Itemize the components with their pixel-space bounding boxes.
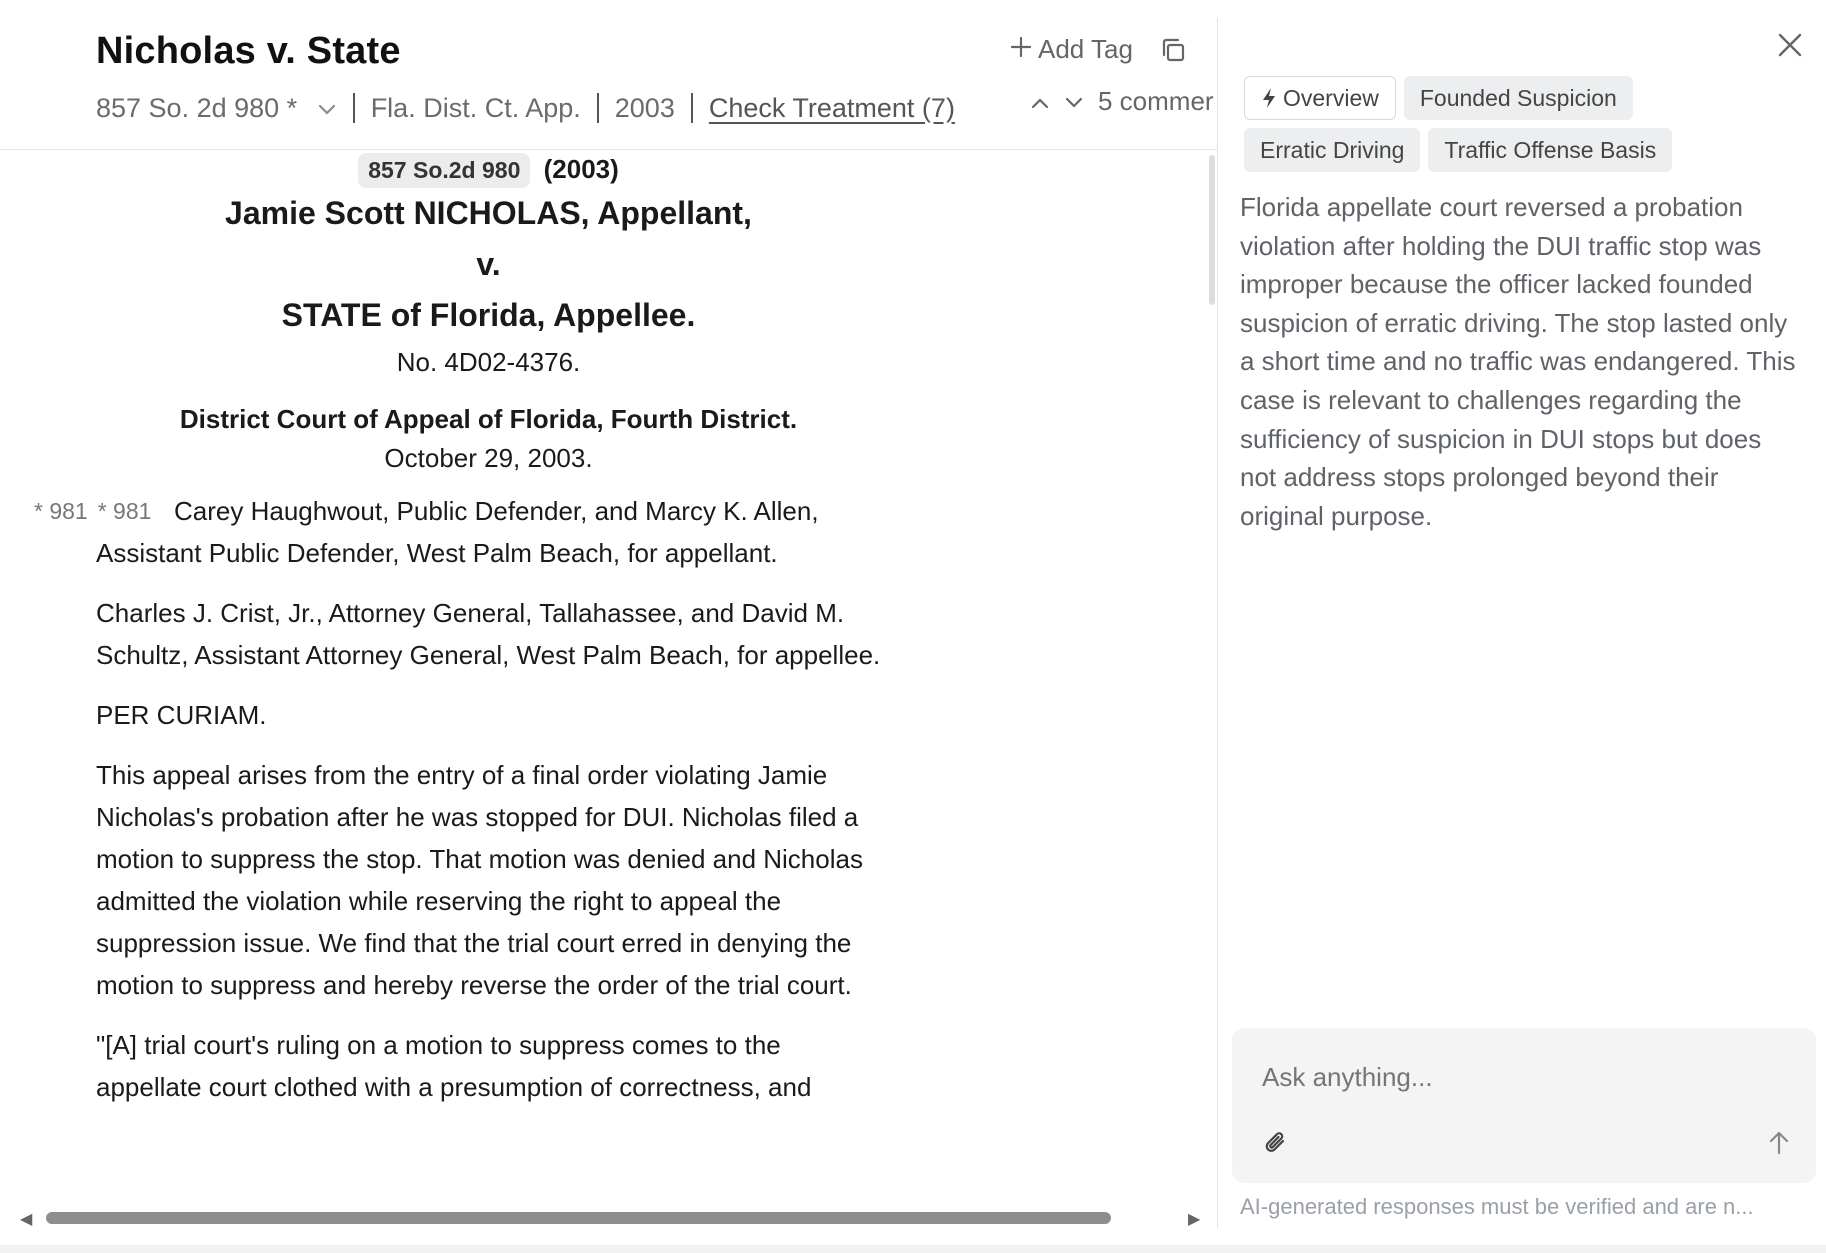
- close-button[interactable]: [1773, 30, 1807, 64]
- opinion-paragraph: This appeal arises from the entry of a final order violating Jamie Nicholas's probation after he was stopped for DUI. Nicholas filed a motion to suppress the stop. That motion was denied and Nicholas admitted the violation while reserving the right to appeal the suppression issue. We find that the trial court erred in denying the motion to suppress and hereby reverse the order of the trial court.: [96, 760, 863, 1000]
- docket-number: No. 4D02-4376.: [396, 347, 581, 377]
- citation-label: 857 So. 2d 980 *: [96, 92, 298, 123]
- comment-navigation: [1030, 86, 1217, 117]
- appellant-name: Jamie Scott NICHOLAS, Appellant,: [225, 195, 752, 231]
- close-icon: [1777, 32, 1803, 63]
- document-body: [0, 151, 1217, 1206]
- chevron-down-icon[interactable]: [1064, 86, 1084, 117]
- ask-input[interactable]: [1262, 1062, 1762, 1093]
- case-summary: Florida appellate court reversed a probation violation after holding the DUI traffic stop was improper because the officer lacked founded suspicion of erratic driving. The stop lasted only a short time and no traffic was endangered. This case is relevant to challenges regarding the sufficiency of suspicion in DUI stops but does not address stops prolonged beyond their original purpose.: [1240, 192, 1796, 531]
- chevron-up-icon[interactable]: [1030, 86, 1050, 117]
- appellee-name: STATE of Florida, Appellee.: [281, 297, 696, 333]
- counsel-appellant-rest: Assistant Public Defender, West Palm Beach, for appellant.: [96, 538, 778, 568]
- court-name: District Court of Appeal of Florida, Fourth District.: [179, 404, 798, 434]
- horizontal-scrollbar-thumb[interactable]: [46, 1212, 1111, 1224]
- counsel-appellant-first-line: Carey Haughwout, Public Defender, and Marcy K. Allen,: [174, 496, 819, 526]
- tab-label: Overview: [1283, 84, 1379, 111]
- attach-button[interactable]: [1260, 1128, 1294, 1162]
- ask-box: [1232, 1028, 1816, 1183]
- counsel-appellant: [34, 490, 881, 574]
- add-tag-button[interactable]: [1010, 34, 1133, 65]
- copy-icon[interactable]: [1159, 36, 1187, 64]
- send-button[interactable]: [1762, 1128, 1796, 1162]
- chevron-down-icon: [317, 93, 337, 124]
- decision-date: October 29, 2003.: [384, 443, 593, 473]
- arrow-up-icon: [1767, 1130, 1791, 1161]
- vertical-scrollbar-thumb[interactable]: [1209, 155, 1215, 305]
- tag-traffic-offense-basis[interactable]: Traffic Offense Basis: [1428, 128, 1672, 172]
- versus-label: v.: [476, 246, 501, 282]
- divider: [691, 93, 693, 123]
- case-meta-row: [96, 90, 955, 126]
- tag-founded-suspicion[interactable]: Founded Suspicion: [1404, 76, 1633, 120]
- header-actions: [1010, 34, 1187, 65]
- citation-selector[interactable]: [96, 93, 337, 124]
- bottom-edge: [0, 1245, 1826, 1253]
- horizontal-scrollbar[interactable]: [0, 1206, 1217, 1230]
- citation-line: [96, 153, 881, 188]
- plus-icon: [1010, 34, 1032, 65]
- star-page-markers: [34, 490, 161, 532]
- document-header: [0, 0, 1217, 150]
- ai-sidebar: [1218, 0, 1826, 1253]
- star-page[interactable]: * 981: [34, 498, 88, 524]
- scroll-left-arrow-icon[interactable]: ◀: [20, 1211, 33, 1228]
- citation-year: (2003): [543, 154, 619, 184]
- star-page[interactable]: * 981: [97, 498, 152, 524]
- divider: [597, 93, 599, 123]
- ai-disclaimer: AI-generated responses must be verified and are n...: [1240, 1194, 1754, 1219]
- year-label: 2003: [614, 92, 675, 123]
- divider: [353, 93, 355, 123]
- per-curiam: PER CURIAM.: [96, 700, 267, 730]
- scroll-right-arrow-icon[interactable]: ▶: [1188, 1211, 1201, 1228]
- opinion-text: [34, 151, 881, 1108]
- counsel-appellee: Charles J. Crist, Jr., Attorney General, Tallahassee, and David M. Schultz, Assistant Attorney General, West Palm Beach, for appellee.: [96, 598, 881, 670]
- topic-tags: [1244, 76, 1804, 172]
- bolt-icon: [1261, 87, 1277, 109]
- case-title: Nicholas v. State: [96, 30, 401, 72]
- citation-pill[interactable]: 857 So.2d 980: [358, 153, 530, 188]
- paperclip-icon: [1263, 1129, 1291, 1162]
- court-label: Fla. Dist. Ct. App.: [370, 92, 581, 123]
- tab-overview[interactable]: [1244, 76, 1396, 120]
- opinion-paragraph: "[A] trial court's ruling on a motion to suppress comes to the appellate court clothed with a presumption of correctness, and: [96, 1030, 812, 1102]
- tag-erratic-driving[interactable]: Erratic Driving: [1244, 128, 1420, 172]
- add-tag-label: Add Tag: [1038, 34, 1133, 64]
- check-treatment-link[interactable]: Check Treatment (7): [708, 92, 955, 123]
- comments-count[interactable]: 5 commer: [1098, 86, 1214, 116]
